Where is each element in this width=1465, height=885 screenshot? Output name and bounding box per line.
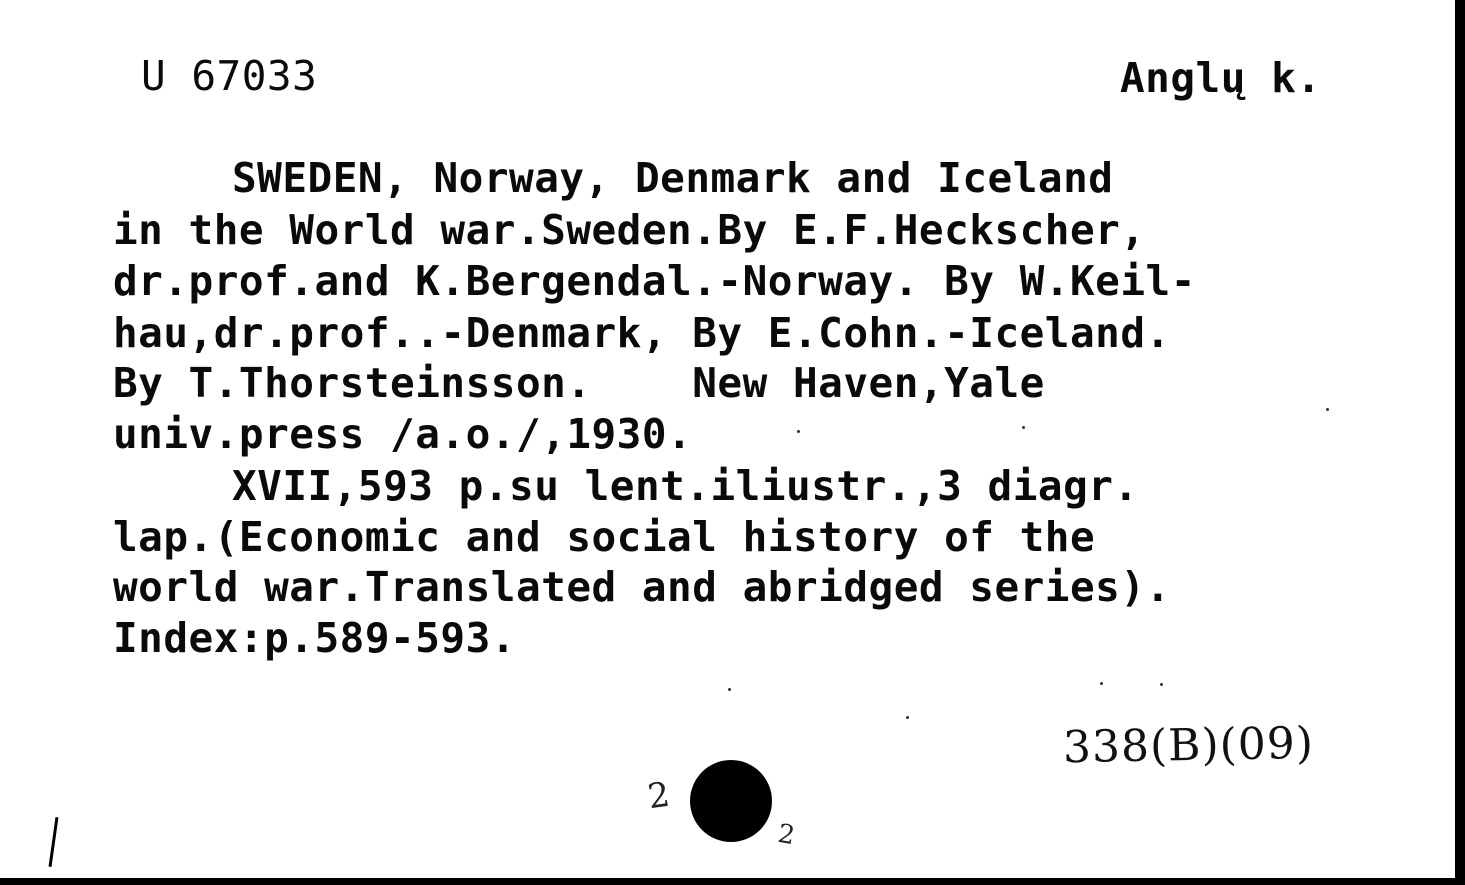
entry-line-10: Index:p.589-593. (113, 614, 516, 662)
entry-line-7: XVII,593 p.su lent.iliustr.,3 diagr. (232, 462, 1139, 510)
ink-speck (1160, 683, 1163, 686)
entry-line-3: dr.prof.and K.Bergendal.-Norway. By W.Keil- (113, 257, 1196, 305)
classification-number: 338(B)(09) (1062, 717, 1315, 774)
entry-line-2: in the World war.Sweden.By E.F.Heckscher, (113, 206, 1146, 254)
ink-speck (1326, 408, 1329, 411)
entry-line-5: By T.Thorsteinsson. New Haven,Yale (113, 359, 1045, 407)
punch-hole (690, 760, 772, 842)
ink-speck (906, 716, 909, 719)
ink-speck (1022, 426, 1025, 429)
entry-line-9: world war.Translated and abridged series). (113, 563, 1171, 611)
ink-speck (1100, 682, 1103, 685)
language-note: Anglų k. (1120, 54, 1322, 102)
call-number: U 67033 (141, 52, 318, 100)
hand-mark-right: 2 (775, 818, 798, 852)
entry-line-4: hau,dr.prof..-Denmark, By E.Cohn.-Iceland. (113, 309, 1171, 357)
ink-speck (797, 430, 800, 433)
entry-line-8: lap.(Economic and social history of the (113, 513, 1096, 561)
hand-mark-left: 2 (645, 774, 673, 818)
margin-mark (49, 817, 59, 867)
entry-line-1: SWEDEN, Norway, Denmark and Iceland (232, 154, 1114, 202)
entry-line-6: univ.press /a.o./,1930. (113, 410, 693, 458)
ink-speck (728, 688, 731, 691)
